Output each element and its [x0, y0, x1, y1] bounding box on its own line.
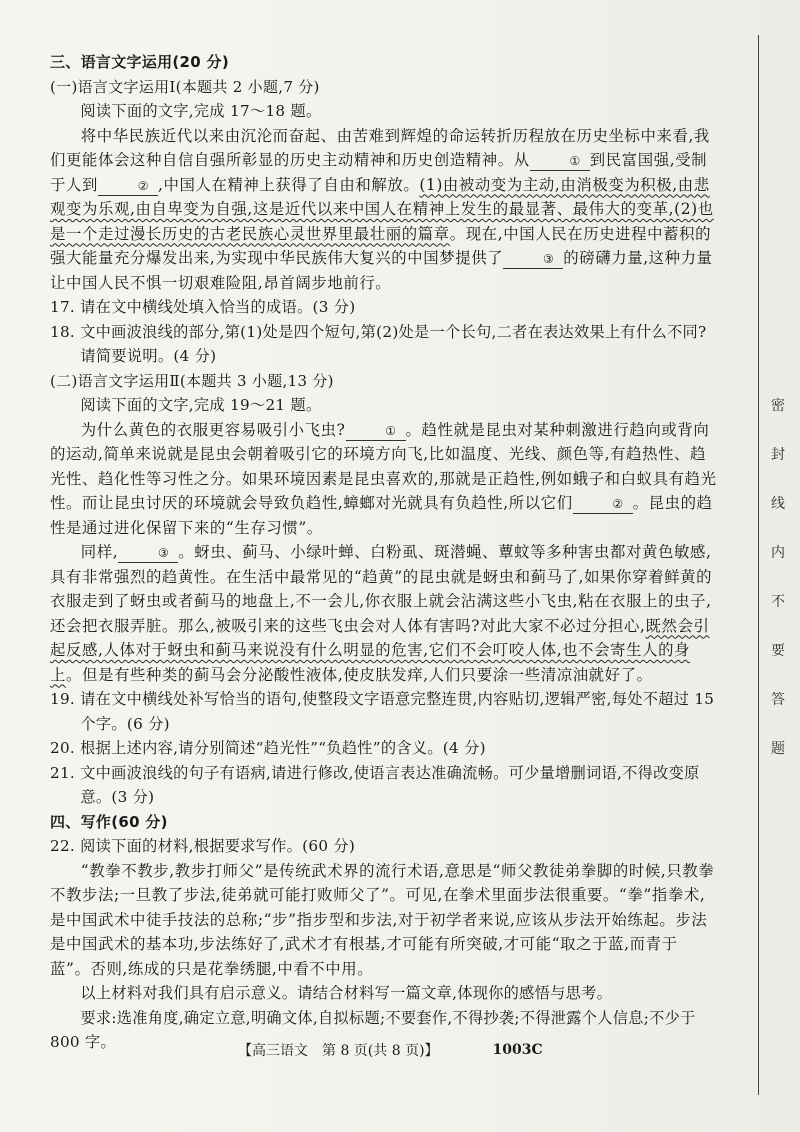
seal-char: 线	[771, 496, 785, 512]
exam-code: 1003C	[492, 1042, 543, 1058]
essay-material: “教拳不教步,教步打师父”是传统武术界的流行术语,意思是“师父教徒弟拳脚的时候,只教拳不教步法;一旦教了步法,徒弟就可能打败师父了”。可见,在拳术里面步法很重要。“拳”指拳术,是中国武术中徒手技法的总称;“步”指步型和步法,对于初学者来说,应该从步法开始练起。步法是中国武术的基本功,步法练好了,武术才有根基,才可能有所突破,才可能“取之于蓝,而青于蓝”。否则,练成的只是花拳绣腿,中看不中用。	[50, 861, 715, 978]
section4-title: 四、写作(60 分)	[50, 812, 168, 831]
seal-char: 密	[771, 398, 785, 414]
blank-2: ②	[573, 495, 633, 514]
essay-prompt: 以上材料对我们具有启示意义。请结合材料写一篇文章,体现你的感悟与思考。	[80, 984, 613, 1002]
passage-text: 将中华民族近代以来由沉沦而奋起、由苦难到辉煌的命运转折历程放在历史坐标中来看,我们更能体会这种自信自强所彰显的历史主动精神和历史创造精神。从	[50, 126, 710, 169]
blank-3: ③	[118, 544, 178, 563]
wavy-underlined-text: (1)由被动变为主动,由消极变为积极,由悲观变为乐观,由自卑变为自强,这是近代以来中国人在精神上发生的最显著、最伟大的变革,(2)也是一个走过漫长历史的古老民族心灵世界里最壮丽的篇章	[50, 175, 714, 243]
blank-1: ①	[530, 152, 590, 171]
footer-label: 【高三语文 第 8 页(共 8 页)】	[238, 1043, 439, 1059]
seal-char: 答	[771, 692, 785, 708]
section3-title: 三、语言文字运用(20 分)	[50, 53, 230, 71]
seal-char: 题	[771, 741, 785, 757]
binding-line	[758, 35, 759, 1095]
part1-title: (一)语言文字运用Ⅰ(本题共 2 小题,7 分)	[50, 77, 320, 96]
seal-char: 不	[771, 594, 785, 610]
passage-text: 。昆虫的趋性是通过进化保留下来的“生存习惯”。	[50, 494, 713, 537]
part2-passage-2	[50, 540, 718, 687]
part1-passage	[50, 124, 718, 296]
blank-3: ③	[503, 250, 563, 269]
page-footer	[238, 1040, 638, 1060]
passage-text: 的磅礴力量,这种力量让中国人民不惧一切艰难险阻,昂首阔步地前行。	[50, 249, 713, 292]
essay-requirements: 要求:选准角度,确定立意,明确文体,自拟标题;不要套作,不得抄袭;不得泄露个人信息;不少于 800 字。	[50, 1008, 696, 1051]
part2-passage-1	[50, 418, 718, 541]
blank-2: ②	[98, 177, 158, 196]
passage-text: ,中国人在精神上获得了自由和解放。	[157, 175, 420, 194]
passage-text: 到民富国强,	[589, 151, 676, 169]
question-20: 20. 根据上述内容,请分别简述“趋光性”“负趋性”的含义。(4 分)	[50, 739, 486, 757]
seal-line-notice	[766, 395, 790, 787]
question-17: 17. 请在文中横线处填入恰当的成语。(3 分)	[50, 298, 356, 316]
passage-text: 。现在,中国人民在历史进程中蓄积的强大能量充分爆发出来,为实现中华民族伟大复兴的中国梦提供了	[50, 224, 712, 267]
question-22: 22. 阅读下面的材料,根据要求写作。(60 分)	[50, 837, 356, 855]
seal-char: 封	[771, 447, 785, 463]
part2-title: (二)语言文字运用Ⅱ(本题共 3 小题,13 分)	[50, 371, 334, 390]
page-content	[50, 50, 718, 1055]
wavy-underlined-text: 既然会引起反感,人体对于蚜虫和蓟马来说没有什么明显的危害,它们不会叮咬人体,也不会寄生人的身上	[50, 616, 710, 684]
question-18: 18. 文中画波浪线的部分,第(1)处是四个短句,第(2)处是一个长句,二者在表达效果上有什么不同?请简要说明。(4 分)	[50, 322, 707, 365]
passage-text: 。但是有些种类的蓟马会分泌酸性液体,使皮肤发痒,人们只要涂一些清凉油就好了。	[66, 665, 653, 684]
seal-char: 内	[771, 545, 785, 561]
part2-instruction: 阅读下面的文字,完成 19～21 题。	[80, 396, 322, 414]
passage-text: 受制于人到	[50, 151, 708, 194]
part1-instruction: 阅读下面的文字,完成 17～18 题。	[80, 102, 322, 120]
question-21: 21. 文中画波浪线的句子有语病,请进行修改,使语言表达准确流畅。可少量增删词语,不得改变原意。(3 分)	[50, 763, 700, 806]
passage-text: 。蚜虫、蓟马、小绿叶蝉、白粉虱、斑潜蝇、蕈蚊等多种害虫都对黄色敏感,具有非常强烈的趋黄性。在生活中最常见的“趋黄”的昆虫就是蚜虫和蓟马了,如果你穿着鲜黄的衣服走到了蚜虫或者蓟马的地盘上,不一会儿,你衣服上就会沾满这些小飞虫,粘在衣服上的虫子,还会把衣服弄脏。那么,被吸引来的这些飞虫会对人体有害吗?对此大家不必过分担心,	[50, 543, 713, 635]
seal-char: 要	[771, 643, 785, 659]
passage-text: 为什么黄色的衣服更容易吸引小飞虫?	[80, 420, 346, 439]
passage-text: 。趋性就是昆虫对某种刺激进行趋向或背向的运动,简单来说就是昆虫会朝着吸引它的环境方向飞,比如温度、光线、颜色等,有趋热性、趋光性、趋化性等习性之分。如果环境因素是昆虫喜欢的,那就是正趋性,例如蛾子和白蚁具有趋光性。而让昆虫讨厌的环境就会导致负趋性,蟑螂对光就具有负趋性,所以它们	[50, 420, 717, 512]
question-19: 19. 请在文中横线处补写恰当的语句,使整段文字语意完整连贯,内容贴切,逻辑严密,每处不超过 15 个字。(6 分)	[50, 690, 715, 733]
passage-text: 同样,	[80, 543, 119, 561]
blank-1: ①	[346, 422, 406, 441]
